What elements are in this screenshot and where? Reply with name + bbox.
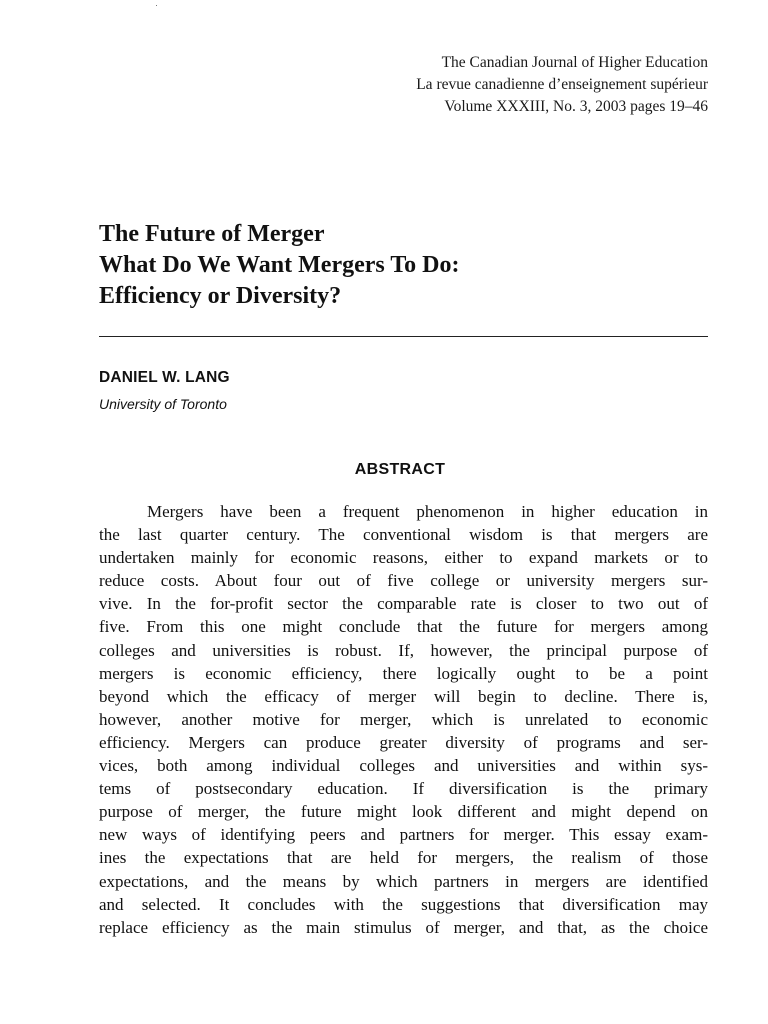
abstract-line: colleges and universities is robust. If, however, the principal purpose of: [99, 640, 708, 660]
abstract-line: tems of postsecondary education. If diversification is the primary: [99, 779, 708, 799]
abstract-line: the last quarter century. The conventional wisdom is that mergers are: [99, 525, 708, 545]
abstract-line: replace efficiency as the main stimulus of merger, and that, as the choice: [99, 917, 708, 937]
title-line: The Future of Merger: [99, 221, 325, 247]
abstract-line: mergers is economic efficiency, there logically ought to be a point: [99, 663, 708, 683]
abstract-line: expectations, and the means by which partners in mergers are identified: [99, 871, 708, 891]
abstract-line: reduce costs. About four out of five college or university mergers sur-: [99, 571, 708, 591]
abstract-line: Mergers have been a frequent phenomenon in higher education in: [147, 502, 708, 521]
abstract-line: and selected. It concludes with the suggestions that diversification may: [99, 894, 708, 914]
abstract-line: undertaken mainly for economic reasons, either to expand markets or to: [99, 548, 708, 568]
title-line: What Do We Want Mergers To Do:: [99, 252, 460, 278]
abstract-line: vices, both among individual colleges and universities and within sys-: [99, 756, 708, 776]
abstract-line: purpose of merger, the future might look different and might depend on: [99, 802, 708, 822]
abstract-line: efficiency. Mergers can produce greater diversity of programs and ser-: [99, 732, 708, 752]
scan-speck: [156, 5, 157, 6]
abstract-line: new ways of identifying peers and partners for merger. This essay exam-: [99, 825, 708, 845]
journal-name-english: The Canadian Journal of Higher Education: [441, 54, 708, 71]
abstract-line: five. From this one might conclude that the future for mergers among: [99, 617, 708, 637]
abstract-line: however, another motive for merger, which is unrelated to economic: [99, 709, 708, 729]
journal-name-french: La revue canadienne d’enseignement supérieur: [416, 76, 708, 93]
abstract-body: [99, 500, 708, 939]
author-affiliation: University of Toronto: [99, 396, 227, 412]
journal-citation: Volume XXXIII, No. 3, 2003 pages 19–46: [444, 98, 708, 115]
journal-header: [416, 52, 708, 118]
title-line: Efficiency or Diversity?: [99, 283, 342, 309]
article-title: [99, 219, 459, 312]
abstract-line: vive. In the for-profit sector the comparable rate is closer to two out of: [99, 594, 708, 614]
abstract-line: beyond which the efficacy of merger will begin to decline. There is,: [99, 686, 708, 706]
abstract-heading: ABSTRACT: [354, 461, 446, 478]
abstract-line: ines the expectations that are held for mergers, the realism of those: [99, 848, 708, 868]
title-divider: [99, 336, 708, 337]
author-name: DANIEL W. LANG: [99, 369, 230, 386]
